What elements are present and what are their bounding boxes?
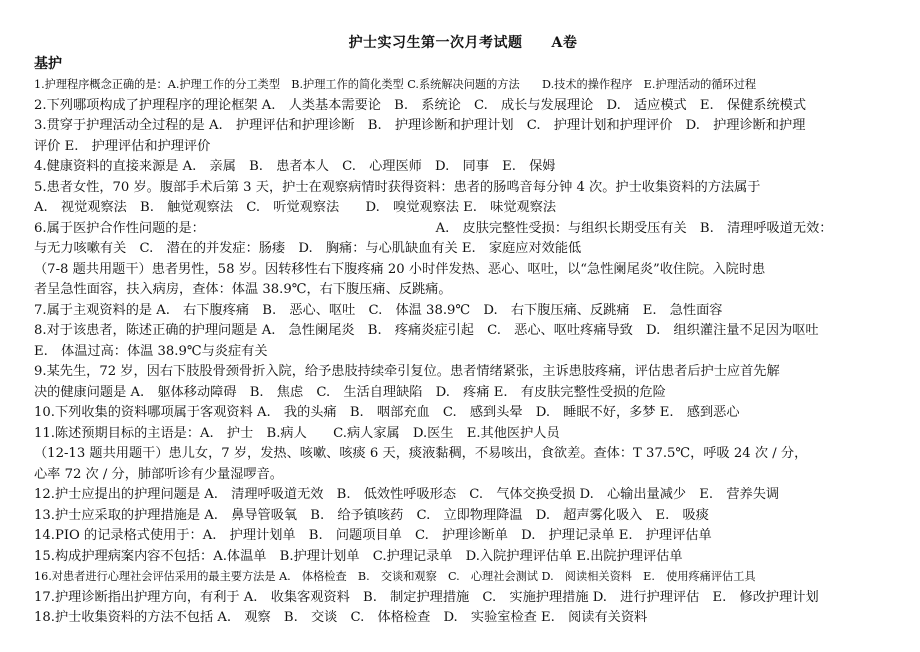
question-line: 18.护士收集资料的方法不包括 A. 观察 B. 交谈 C. 体格检查 D. 实验室检查 E. 阅读有关资料 <box>34 610 648 625</box>
question-line: 3.贯穿于护理活动全过程的是 A. 护理评估和护理诊断 B. 护理诊断和护理计划 C. 护理计划和护理评价 D. 护理诊断和护理 <box>34 118 806 133</box>
question-line: 者呈急性面容，扶入病房，查体：体温 38.9℃，右下腹压痛、反跳痛。 <box>34 282 452 297</box>
question-line: 与无力咳嗽有关 C. 潜在的并发症：肠瘘 D. 胸痛：与心肌缺血有关 E. 家庭应对效能低 <box>34 241 582 256</box>
question-line: 1.护理程序概念正确的是：A.护理工作的分工类型 B.护理工作的简化类型 C.系统解决问题的方法 D.技术的操作程序 E.护理活动的循环过程 <box>34 78 757 91</box>
question-line: 评价 E. 护理评估和护理评价 <box>34 138 211 154</box>
exam-title: 护士实习生第一次月考试题 A卷 <box>348 35 578 51</box>
question-line: 5.患者女性，70 岁。腹部手术后第 3 天，护士在观察病情时获得资料：患者的肠鸣音每分钟 4 次。护士收集资料的方法属于 <box>34 179 761 195</box>
question-line: 12.护士应提出的护理问题是 A. 清理呼吸道无效 B. 低效性呼吸形态 C. 气体交换受损 D. 心输出量减少 E. 营养失调 <box>34 487 780 502</box>
question-line: 决的健康问题是 A. 躯体移动障碍 B. 焦虑 C. 生活自理缺陷 D. 疼痛 E. 有皮肤完整性受损的危险 <box>34 384 666 400</box>
question-line: 16.对患者进行心理社会评估采用的最主要方法是 A. 体格检查 B. 交谈和观察 C. 心理社会测试 D. 阅读相关资料 E. 使用疼痛评估工具 <box>34 570 756 583</box>
question-line: 10.下列收集的资料哪项属于客观资料 A. 我的头痛 B. 咽部充血 C. 感到头晕 D. 睡眠不好，多梦 E. 感到恶心 <box>34 405 740 420</box>
question-line: 8.对于该患者，陈述正确的护理问题是 A. 急性阑尾炎 B. 疼痛炎症引起 C. 恶心、呕吐疼痛导致 D. 组织灌注量不足因为呕吐 <box>34 323 819 338</box>
question-line: 4.健康资料的直接来源是 A. 亲属 B. 患者本人 C. 心理医师 D. 同事 E. 保姆 <box>34 159 556 174</box>
question-line: 15.构成护理病案内容不包括：A.体温单 B.护理计划单 C.护理记录单 D.入院护理评估单 E.出院护理评估单 <box>34 548 683 564</box>
section-heading: 基护 <box>34 56 62 72</box>
question-line: 心率 72 次 / 分，肺部听诊有少量湿啰音。 <box>34 466 283 482</box>
question-line: 6.属于医护合作性问题的是： A. 皮肤完整性受损：与组织长期受压有关 B. 清理呼吸道无效： <box>34 220 833 236</box>
question-line: E. 体温过高：体温 38.9℃与炎症有关 <box>34 343 268 359</box>
question-line: 7.属于主观资料的是 A. 右下腹疼痛 B. 恶心、呕吐 C. 体温 38.9℃ D. 右下腹压痛、反跳痛 E. 急性面容 <box>34 302 723 318</box>
question-line: （7-8 题共用题干）患者男性，58 岁。因转移性右下腹疼痛 20 小时伴发热、恶心、呕吐，以“急性阑尾炎”收住院。入院时患 <box>34 261 766 277</box>
question-line: （12-13 题共用题干）患儿女，7 岁，发热、咳嗽、咳痰 6 天，痰液黏稠，不易咳出，食欲差。查体：T 37.5℃，呼吸 24 次 / 分， <box>34 446 808 461</box>
question-line: 13.护士应采取的护理措施是 A. 鼻导管吸氧 B. 给予镇咳药 C. 立即物理降温 D. 超声雾化吸入 E. 吸痰 <box>34 507 709 523</box>
question-line: 11.陈述预期目标的主语是：A. 护士 B.病人 C.病人家属 D.医生 E.其他医护人员 <box>34 425 560 441</box>
question-line: 9.某先生，72 岁，因右下肢股骨颈骨折入院，给予患肢持续牵引复位。患者情绪紧张，主诉患肢疼痛，评估患者后护士应首先解 <box>34 364 780 379</box>
question-line: A. 视觉观察法 B. 触觉观察法 C. 听觉观察法 D. 嗅觉观察法 E. 味觉观察法 <box>34 200 557 215</box>
question-line: 14.PIO 的记录格式使用于：A. 护理计划单 B. 问题项目单 C. 护理诊断单 D. 护理记录单 E. 护理评估单 <box>34 528 712 543</box>
question-line: 17.护理诊断指出护理方向，有利于 A. 收集客观资料 B. 制定护理措施 C. 实施护理措施 D. 进行护理评估 E. 修改护理计划 <box>34 589 819 605</box>
question-list <box>34 75 892 629</box>
question-line: 2.下列哪项构成了护理程序的理论框架 A. 人类基本需要论 B. 系统论 C. 成长与发展理论 D. 适应模式 E. 保健系统模式 <box>34 97 807 113</box>
